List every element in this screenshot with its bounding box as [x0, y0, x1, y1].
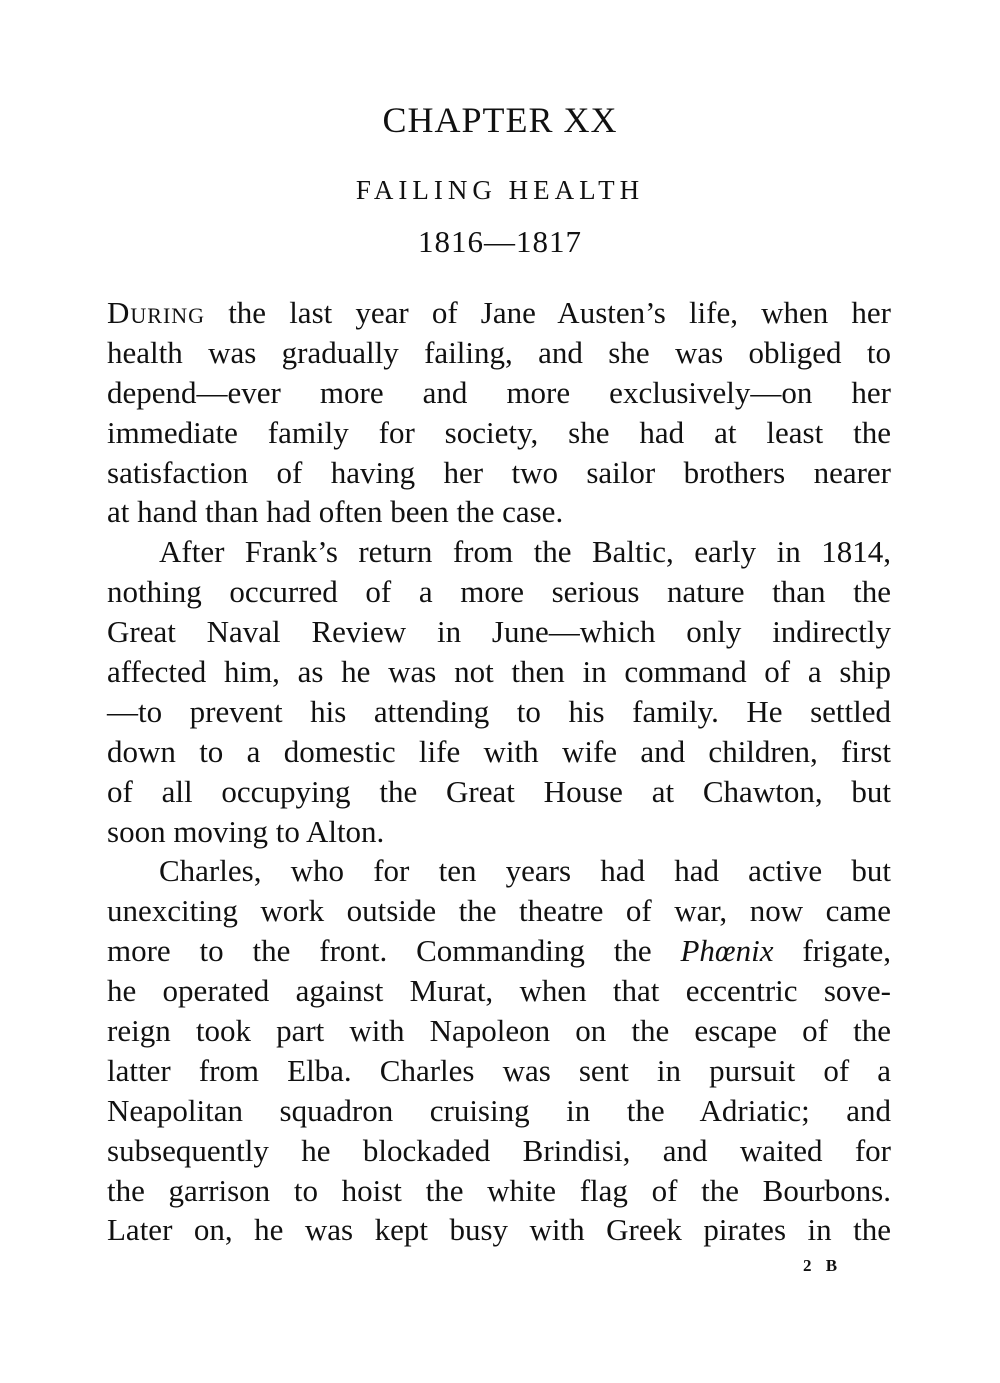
text-line: he operated against Murat, when that eccentric sove- [107, 973, 891, 1009]
text-line: Later on, he was kept busy with Greek pirates in the [107, 1212, 891, 1248]
text-line: reign took part with Napoleon on the escape of the [107, 1013, 891, 1049]
text-line: soon moving to Alton. [107, 813, 385, 849]
text-line: affected him, as he was not then in command of a ship [107, 654, 891, 690]
text-line: Great Naval Review in June—which only indirectly [107, 614, 891, 650]
chapter-title: CHAPTER XX [382, 100, 618, 140]
signature-mark: 2 B [803, 1256, 843, 1275]
opening-word: During [107, 295, 206, 330]
text-line: unexciting work outside the theatre of war, now came [107, 893, 891, 929]
chapter-subtitle: FAILING HEALTH [355, 175, 645, 205]
text-line: Charles, who for ten years had had active but [159, 853, 891, 889]
text-line: the garrison to hoist the white flag of the Bourbons. [107, 1172, 891, 1208]
text-line: After Frank’s return from the Baltic, early in 1814, [159, 534, 891, 570]
text-line: health was gradually failing, and she was obliged to [107, 334, 891, 370]
text-line [107, 293, 891, 333]
text-line [107, 931, 891, 971]
chapter-years: 1816—1817 [418, 224, 582, 259]
line-text: more to the front. Commanding the [107, 933, 681, 969]
line-text: frigate, [773, 933, 891, 969]
line-text: the last year of Jane Austen’s life, when her [205, 295, 891, 330]
ship-name: Phœnix [680, 933, 774, 969]
text-line: subsequently he blockaded Brindisi, and waited for [107, 1132, 891, 1168]
text-line: immediate family for society, she had at least the [107, 414, 891, 450]
text-line: satisfaction of having her two sailor brothers nearer [107, 454, 891, 490]
text-line: at hand than had often been the case. [107, 494, 564, 530]
text-line: nothing occurred of a more serious nature than the [107, 574, 891, 610]
text-line: down to a domestic life with wife and children, first [107, 733, 891, 769]
text-line: latter from Elba. Charles was sent in pursuit of a [107, 1052, 891, 1088]
text-line: Neapolitan squadron cruising in the Adriatic; and [107, 1092, 891, 1128]
text-line: depend—ever more and more exclusively—on her [107, 374, 891, 410]
body-text [107, 293, 891, 1250]
text-line: —to prevent his attending to his family. He settled [107, 693, 891, 729]
text-line: of all occupying the Great House at Chawton, but [107, 773, 891, 809]
